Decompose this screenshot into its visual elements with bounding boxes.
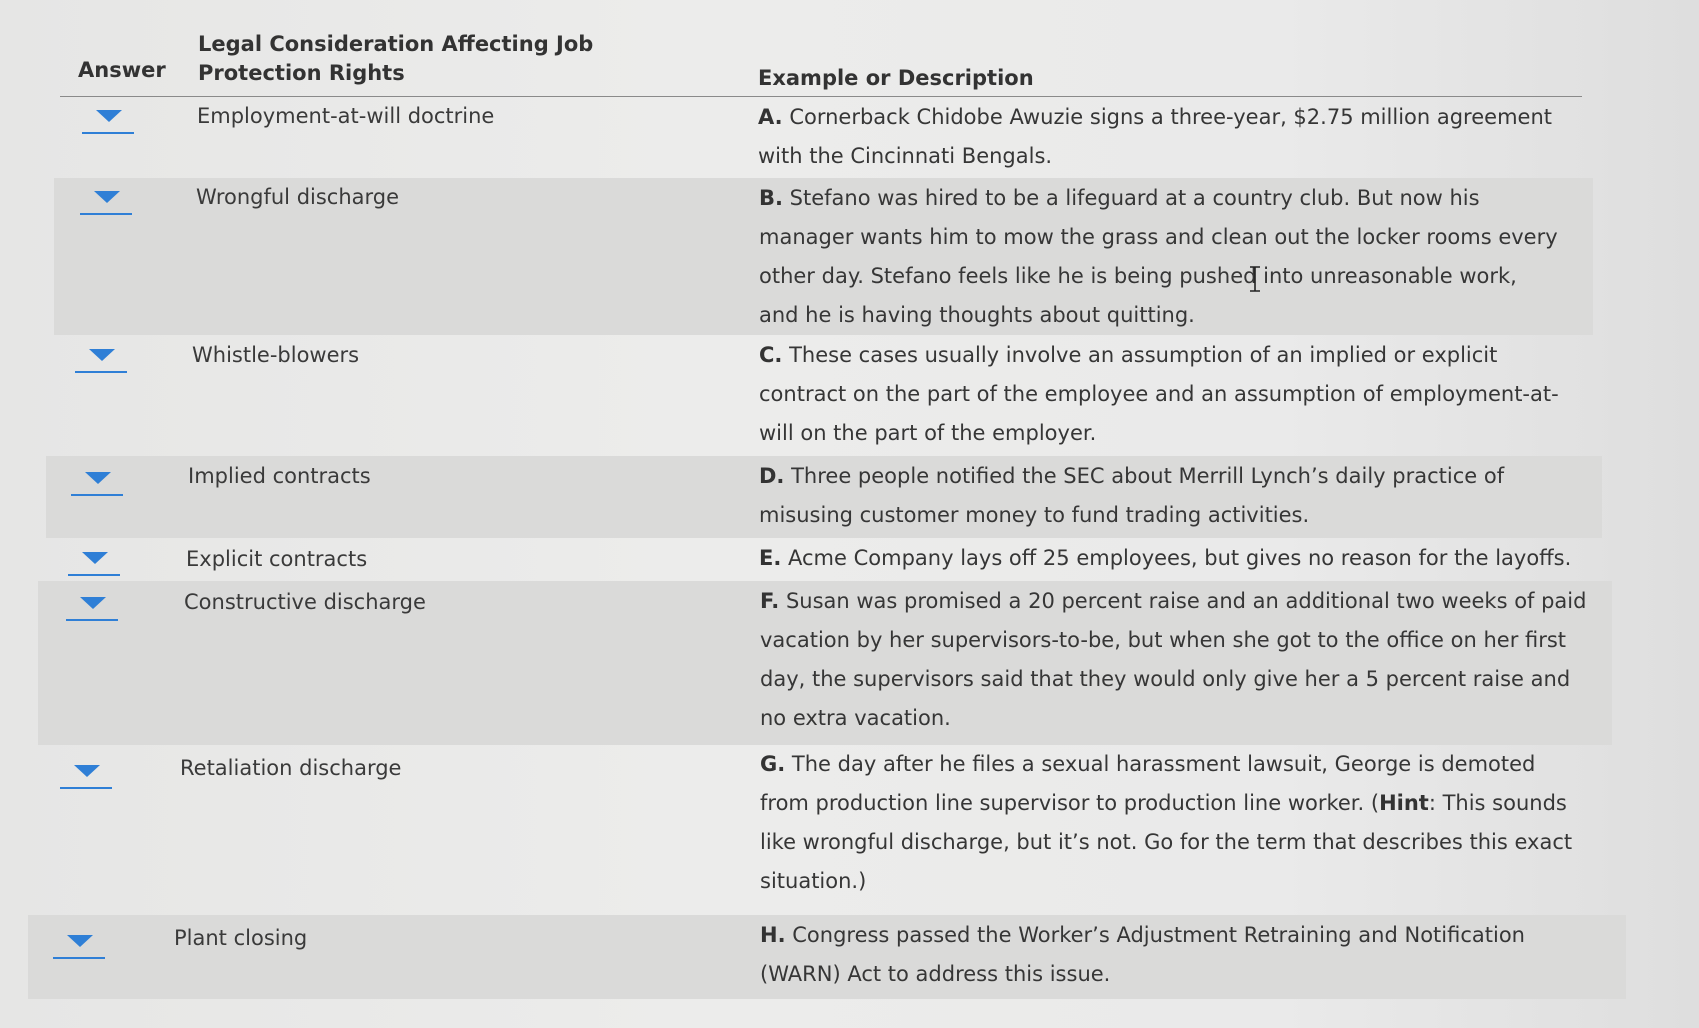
description-text: Three people notified the SEC about Merrill Lynch’s daily practice of misusing customer money to fund trading activities.	[759, 464, 1505, 527]
hint-label: Hint	[1379, 791, 1429, 815]
description	[759, 539, 1579, 578]
description	[759, 179, 1559, 335]
dropdown-arrow-icon	[74, 765, 100, 777]
term-label: Whistle-blowers	[192, 343, 360, 367]
dropdown-arrow-icon	[96, 110, 122, 122]
description-text: Stefano was hired to be a lifeguard at a country club. But now his manager wants him to mow the grass and clean out the locker rooms every other day. Stefano feels like he is being pushed into unreasonable work, and he is having thoughts about quitting.	[759, 186, 1558, 327]
answer-dropdown-6[interactable]	[66, 595, 118, 621]
term-label: Retaliation discharge	[180, 756, 402, 780]
description-text: Acme Company lays off 25 employees, but gives no reason for the layoffs.	[788, 546, 1572, 570]
table-row-h	[28, 915, 1626, 999]
header-legal-consideration: Legal Consideration Affecting Job Protection Rights	[198, 32, 594, 85]
table-row-a	[60, 98, 1582, 178]
description-letter: G.	[760, 752, 786, 776]
dropdown-arrow-icon	[82, 552, 108, 564]
answer-dropdown-5[interactable]	[68, 550, 120, 576]
answer-dropdown-3[interactable]	[75, 347, 127, 373]
table-row-c	[54, 335, 1593, 456]
table-row-g	[38, 745, 1612, 915]
description	[759, 457, 1579, 535]
description	[760, 745, 1590, 901]
table-row-b	[54, 178, 1593, 335]
term-label: Plant closing	[174, 926, 308, 950]
description-text: These cases usually involve an assumption of an implied or explicit contract on the part of the employee and an assumption of employment-at-will on the part of the employer.	[759, 343, 1559, 445]
table-row-e	[46, 538, 1602, 581]
answer-dropdown-2[interactable]	[80, 189, 132, 215]
dropdown-arrow-icon	[85, 472, 111, 484]
text-cursor-icon	[1249, 266, 1261, 292]
table-row-f	[38, 581, 1612, 745]
term-label: Wrongful discharge	[196, 185, 400, 209]
description-letter: A.	[758, 105, 783, 129]
description	[759, 336, 1559, 453]
description-letter: D.	[759, 464, 785, 488]
answer-dropdown-4[interactable]	[71, 470, 123, 496]
description-text-continued: : This sounds like wrongful discharge, but it’s not. Go for the term that describes this exact situation.)	[760, 791, 1573, 893]
dropdown-arrow-icon	[67, 935, 93, 947]
description-text: Cornerback Chidobe Awuzie signs a three-year, $2.75 million agreement with the Cincinnati Bengals.	[758, 105, 1552, 168]
term-label: Implied contracts	[188, 464, 371, 488]
table-header	[60, 28, 1582, 97]
dropdown-arrow-icon	[80, 597, 106, 609]
description-letter: E.	[759, 546, 782, 570]
description-text: The day after he files a sexual harassment lawsuit, George is demoted from production line supervisor to production line worker. (	[760, 752, 1536, 815]
description	[760, 916, 1610, 994]
answer-dropdown-8[interactable]	[53, 933, 105, 959]
description	[758, 98, 1558, 176]
term-label: Employment-at-will doctrine	[197, 104, 495, 128]
description-letter: H.	[760, 923, 786, 947]
description-letter: F.	[760, 589, 780, 613]
answer-dropdown-7[interactable]	[60, 763, 112, 789]
description	[760, 582, 1600, 738]
term-label: Explicit contracts	[186, 547, 368, 571]
header-answer: Answer	[78, 58, 166, 82]
dropdown-arrow-icon	[94, 191, 120, 203]
header-example: Example or Description	[758, 66, 1034, 90]
description-letter: B.	[759, 186, 783, 210]
description-text: Susan was promised a 20 percent raise and an additional two weeks of paid vacation by her supervisors-to-be, but when she got to the office on her first day, the supervisors said that they would only give her a 5 percent raise and no extra vacation.	[760, 589, 1587, 730]
description-text: Congress passed the Worker’s Adjustment Retraining and Notification (WARN) Act to address this issue.	[760, 923, 1525, 986]
dropdown-arrow-icon	[89, 349, 115, 361]
term-label: Constructive discharge	[184, 590, 426, 614]
description-letter: C.	[759, 343, 783, 367]
answer-dropdown-1[interactable]	[82, 108, 134, 134]
table-row-d	[46, 456, 1602, 538]
